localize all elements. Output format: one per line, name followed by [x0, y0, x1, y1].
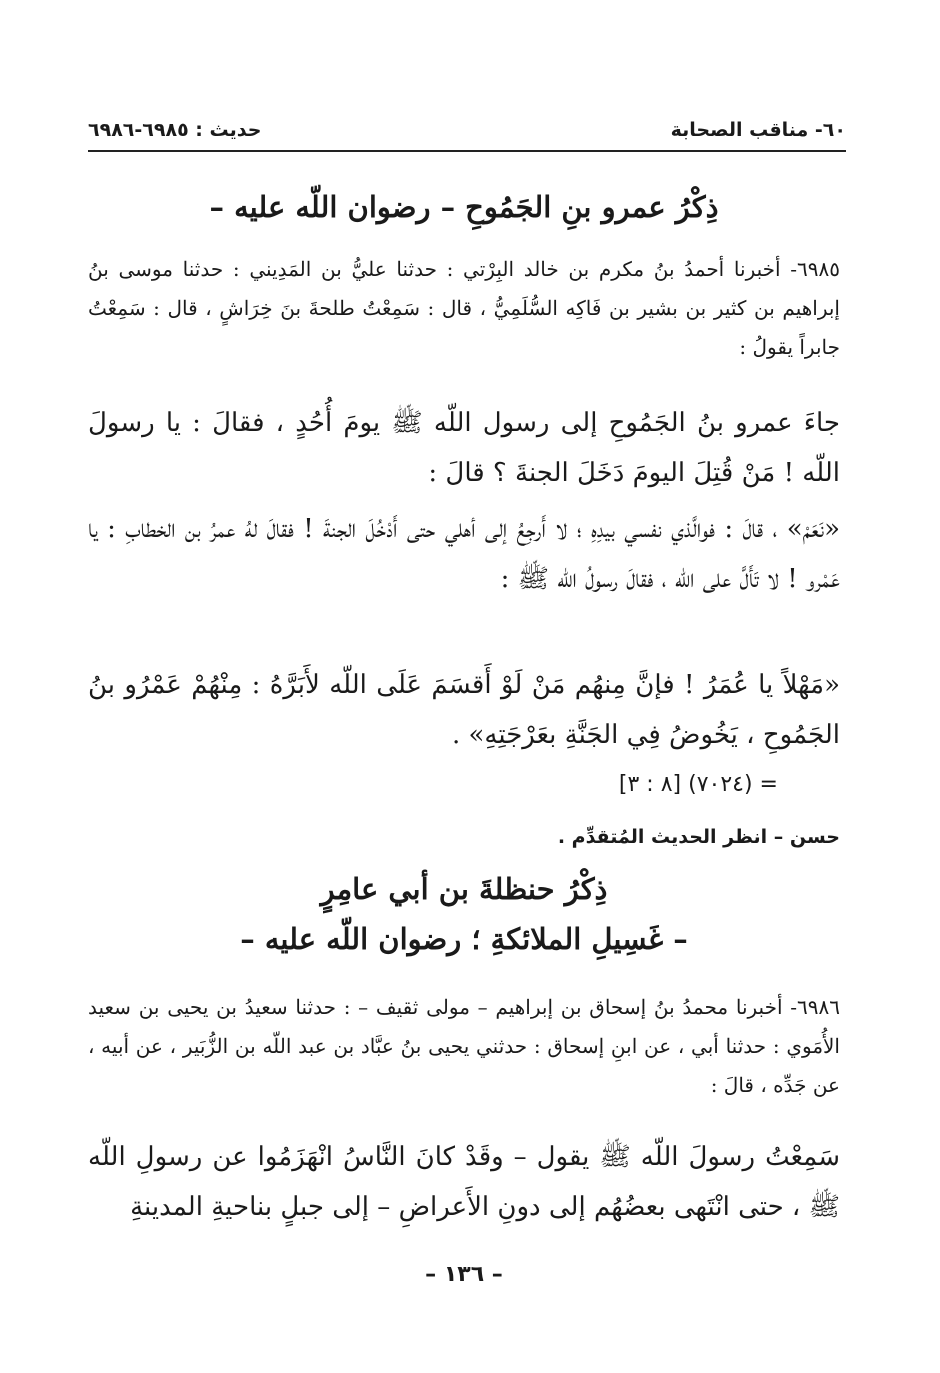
chapter-title: ٦٠- مناقب الصحابة	[670, 119, 846, 141]
page-number: – ١٣٦ –	[425, 1262, 503, 1287]
matn-6986-part-1: سَمِعْتُ رسولَ اللّه ﷺ يقول – وقَدْ كانَ النَّاسُ انْهَزَمُوا عن رسولِ اللّه ﷺ ، حتى انْتَهى بعضُهُم إلى دونِ الأَعراضِ – إلى جبلٍ بناحيةِ المدينةِ	[88, 1142, 840, 1222]
page-header	[88, 112, 846, 148]
section-title-amr: ذِكْرُ عمرو بنِ الجَمُوحِ – رضوان اللّه عليه –	[209, 190, 719, 224]
hadith-grade: حسن – انظر الحديث المُتقدِّم .	[557, 826, 840, 848]
hadith-range: حديث : ٦٩٨٥-٦٩٨٦	[88, 119, 262, 141]
matn-6985-part-2: «نَعَمْ» ، قالَ : فوالَّذي نفسي بيدِهِ ؛ لا أَرجِعُ إلى أهلي حتى أَدْخُلَ الجنةَ ! فقالَ لهُ عمرُ بن الخطابِ : يا عَمْرو ! لا تَأَلَّ على اللّه ، فقالَ رسولُ اللّه ﷺ :	[88, 514, 840, 594]
section-title-hanzala: ذِكْرُ حنظلةَ بن أبي عامِرٍ	[320, 872, 608, 906]
isnad-6985: ٦٩٨٥- أخبرنا أحمدُ بنُ مكرم بن خالد البِرْتي : حدثنا عليُّ بن المَدِيني : حدثنا موسى بنُ إبراهيم بن كثير بن بشير بن فَاكِه السُّلَمِيُّ ، قال : سَمِعْتُ طلحةَ بنَ خِرَاشٍ ، قال : سَمِعْتُ جابراً يقولُ :	[88, 257, 840, 359]
matn-6985-part-1: جاءَ عمرو بنُ الجَمُوحِ إلى رسول اللّه ﷺ يومَ أُحُدٍ ، فقالَ : يا رسولَ اللّه ! مَنْ قُتِلَ اليومَ دَخَلَ الجنةَ ؟ قالَ :	[88, 408, 840, 488]
header-divider	[88, 150, 846, 152]
isnad-6986: ٦٩٨٦- أخبرنا محمدُ بنُ إسحاق بن إبراهيم – مولى ثقيف – : حدثنا سعيدُ بن يحيى بن سعيد الأُمَوي : حدثنا أبي ، عن ابنِ إسحاق : حدثني يحيى بنُ عبَّاد بن عبد اللّه بن الزُّبَير ، عن أبيه ، عن جَدِّه ، قالَ :	[88, 995, 840, 1097]
cross-reference: = (٧٠٢٤) [٨ : ٣]	[618, 772, 778, 797]
matn-6985-part-3: «مَهْلاً يا عُمَرُ ! فإنَّ مِنهُم مَنْ لَوْ أَقسَمَ عَلَى اللّه لأَبَرَّهُ : مِنْهُمْ عَمْرُو بنُ الجَمُوحِ ، يَخُوضُ فِي الجَنَّةِ بعَرْجَتِهِ» .	[88, 670, 840, 750]
section-subtitle-hanzala: – غَسِيلِ الملائكةِ ؛ رضوان اللّه عليه –	[240, 922, 688, 956]
